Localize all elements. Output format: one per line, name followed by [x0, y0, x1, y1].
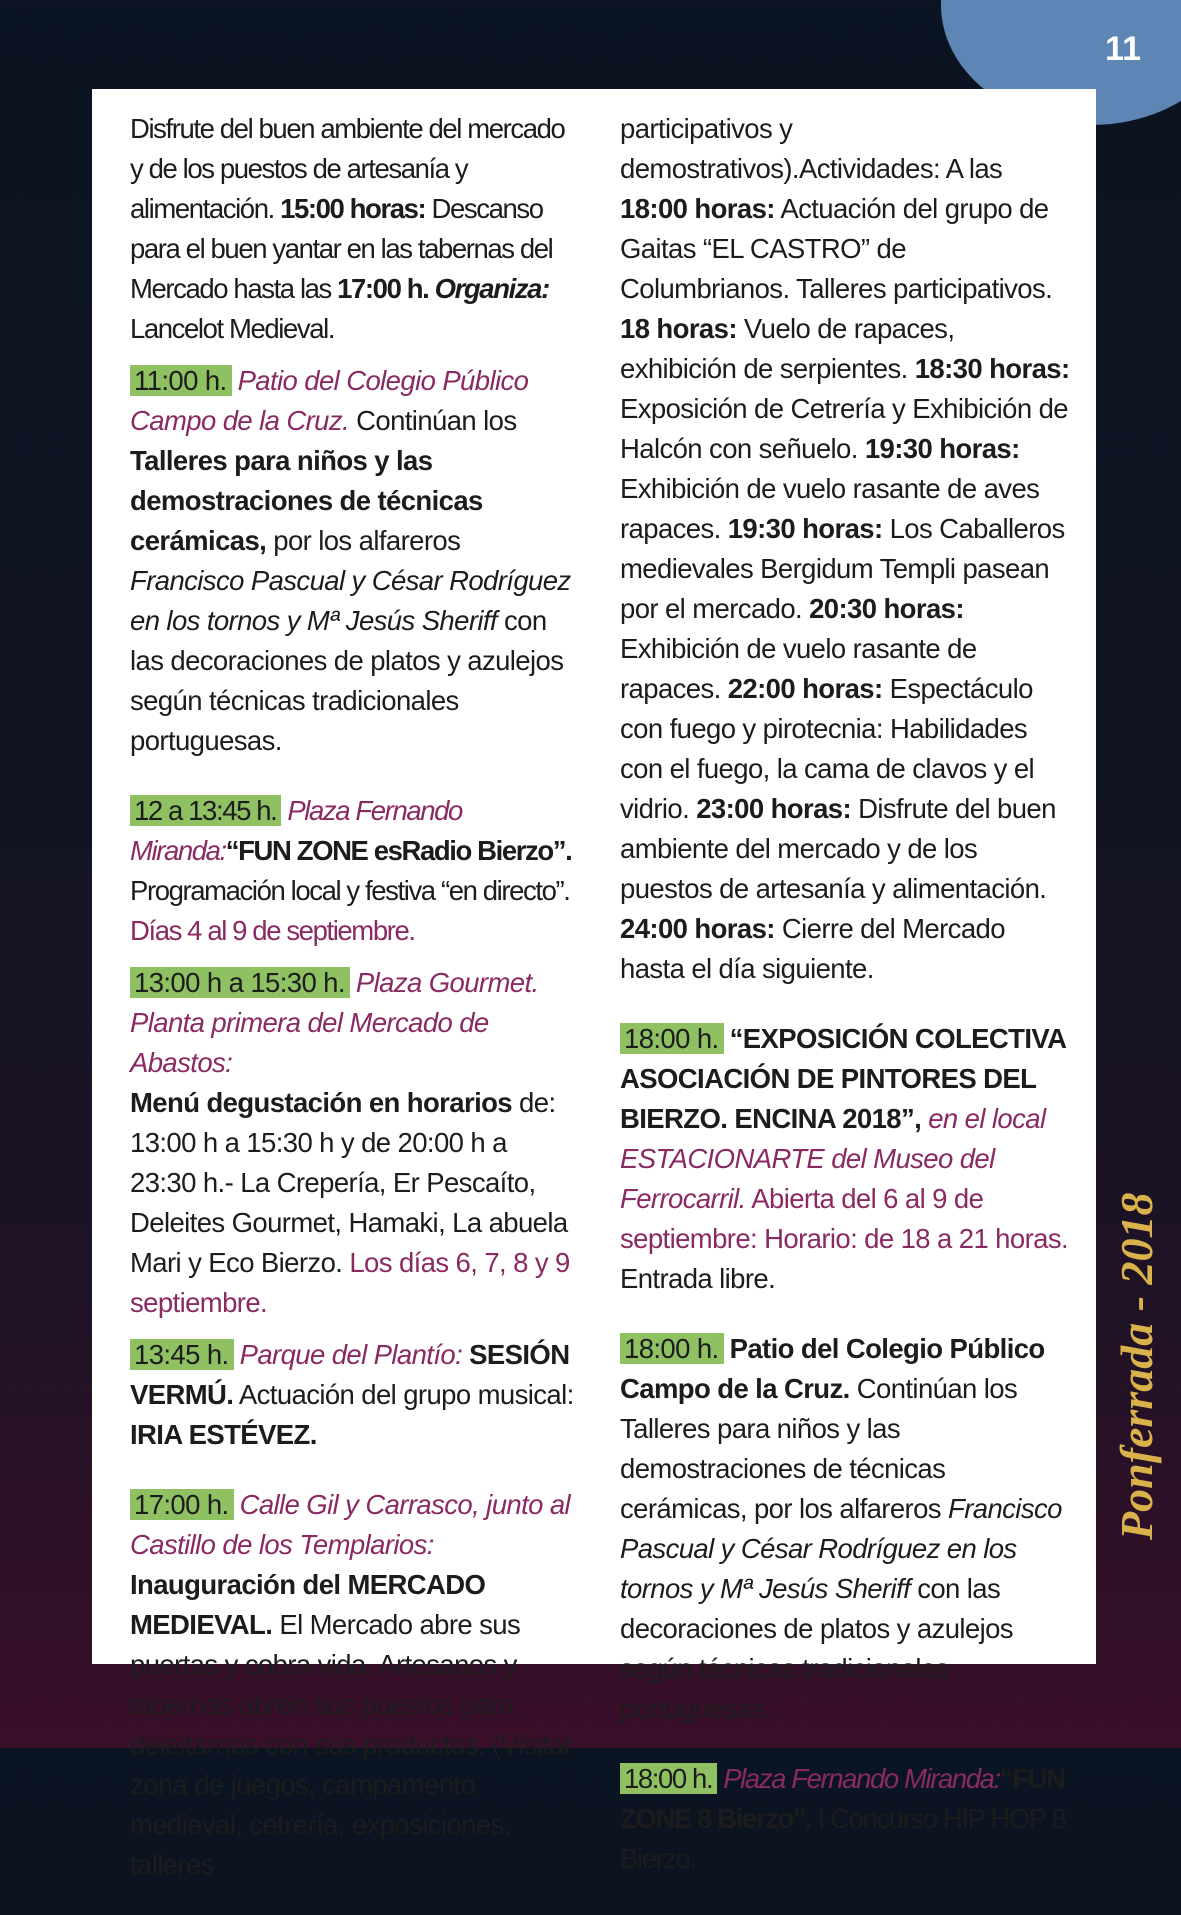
time-tag: 11:00 h.	[130, 365, 232, 396]
schedule-entry: 13:00 h a 15:30 h. Plaza Gourmet. Planta primera del Mercado de Abastos: Menú degustación en horarios de: 13:00 h a 15:30 h y de 20:00 h a 23:30 h.- La Crepería, Er Pescaíto, Deleites Gourmet, Hamaki, La abuela Mari y Eco Bierzo. Los días 6, 7, 8 y 9 septiembre.	[130, 967, 570, 1318]
venue: Plaza Gourmet. Planta primera del Mercado de Abastos:	[130, 967, 539, 1078]
left-column	[130, 109, 575, 1915]
venue: Plaza Fernando Miranda:	[723, 1763, 1000, 1794]
schedule-entry: 12 a 13:45 h. Plaza Fernando Miranda:“FUN ZONE esRadio Bierzo”. Programación local y festiva “en directo”. Días 4 al 9 de septiembre.	[130, 795, 572, 946]
time-tag: 18:00 h.	[620, 1763, 717, 1794]
time-tag: 12 a 13:45 h.	[130, 795, 281, 826]
time-tag: 18:00 h.	[620, 1333, 724, 1364]
venue: Calle Gil y Carrasco, junto al Castillo de los Templarios:	[130, 1489, 571, 1560]
page-number: 11	[1105, 30, 1141, 68]
schedule-entry: Disfrute del buen ambiente del mercado y de los puestos de artesanía y alimentación. 15:00 horas: Descanso para el buen yantar en las tabernas del Mercado hasta las 17:00 h. Organiza: Lancelot Medieval.	[130, 113, 565, 344]
schedule-entry: 18:00 h. “EXPOSICIÓN COLECTIVA ASOCIACIÓN DE PINTORES DEL BIERZO. ENCINA 2018”, en el local ESTACIONARTE del Museo del Ferrocarril. Abierta del 6 al 9 de septiembre: Horario: de 18 a 21 horas. Entrada libre.	[620, 1023, 1069, 1294]
time-tag: 13:00 h a 15:30 h.	[130, 967, 350, 998]
content-panel	[92, 89, 1096, 1880]
time-tag: 18:00 h.	[620, 1023, 724, 1054]
schedule-entry: participativos y demostrativos).Actividades: A las 18:00 horas: Actuación del grupo de Gaitas “EL CASTRO” de Columbrianos. Talleres participativos. 18 horas: Vuelo de rapaces, exhibición de serpientes. 18:30 horas: Exposición de Cetrería y Exhibición de Halcón con señuelo. 19:30 horas: Exhibición de vuelo rasante de aves rapaces. 19:30 horas: Los Caballeros medievales Bergidum Templi pasean por el mercado. 20:30 horas: Exhibición de vuelo rasante de rapaces. 22:00 horas: Espectáculo con fuego y pirotecnia: Habilidades con el fuego, la cama de clavos y el vidrio. 23:00 horas: Disfrute del buen ambiente del mercado y de los puestos de artesanía y alimentación. 24:00 horas: Cierre del Mercado hasta el día siguiente.	[620, 113, 1070, 984]
schedule-entry: 18:00 h. Patio del Colegio Público Campo de la Cruz. Continúan los Talleres para niños y las demostraciones de técnicas cerámicas, por los alfareros Francisco Pascual y César Rodríguez en los tornos y Mª Jesús Sheriff con las decoraciones de platos y azulejos según técnicas tradicionales portuguesas.	[620, 1333, 1062, 1724]
schedule-entry: 11:00 h. Patio del Colegio Público Campo de la Cruz. Continúan los Talleres para niños y las demostraciones de técnicas cerámicas, por los alfareros Francisco Pascual y César Rodríguez en los tornos y Mª Jesús Sheriff con las decoraciones de platos y azulejos según técnicas tradicionales portuguesas.	[130, 365, 571, 756]
brand-logo-text: Ponferrada - 2018	[1111, 1192, 1162, 1540]
schedule-entry: 18:00 h. Plaza Fernando Miranda:“FUN ZONE 8 Bierzo”. I Concurso HIP HOP 8 Bierzo.	[620, 1763, 1066, 1874]
schedule-entry: 17:00 h. Calle Gil y Carrasco, junto al Castillo de los Templarios: Inauguración del MERCADO MEDIEVAL. El Mercado abre sus puertas y cobra vida. Artesanos y tabernas abren sus puestos para deleitarnos con sus productos. (Visitar zona de juegos, campamento medieval, cetrería, exposiciones, talleres	[130, 1489, 573, 1880]
time-tag: 13:45 h.	[130, 1339, 234, 1370]
venue: Plaza Fernando Miranda:	[130, 795, 462, 866]
right-column	[620, 109, 1070, 1909]
venue: Patio del Colegio Público Campo de la Cruz.	[130, 365, 529, 436]
schedule-entry: 13:45 h. Parque del Plantío: SESIÓN VERMÚ. Actuación del grupo musical: IRIA ESTÉVEZ.	[130, 1339, 574, 1450]
venue: Parque del Plantío:	[239, 1339, 463, 1370]
venue: en el local ESTACIONARTE del Museo del Ferrocarril.	[620, 1103, 1046, 1214]
time-tag: 17:00 h.	[130, 1489, 234, 1520]
